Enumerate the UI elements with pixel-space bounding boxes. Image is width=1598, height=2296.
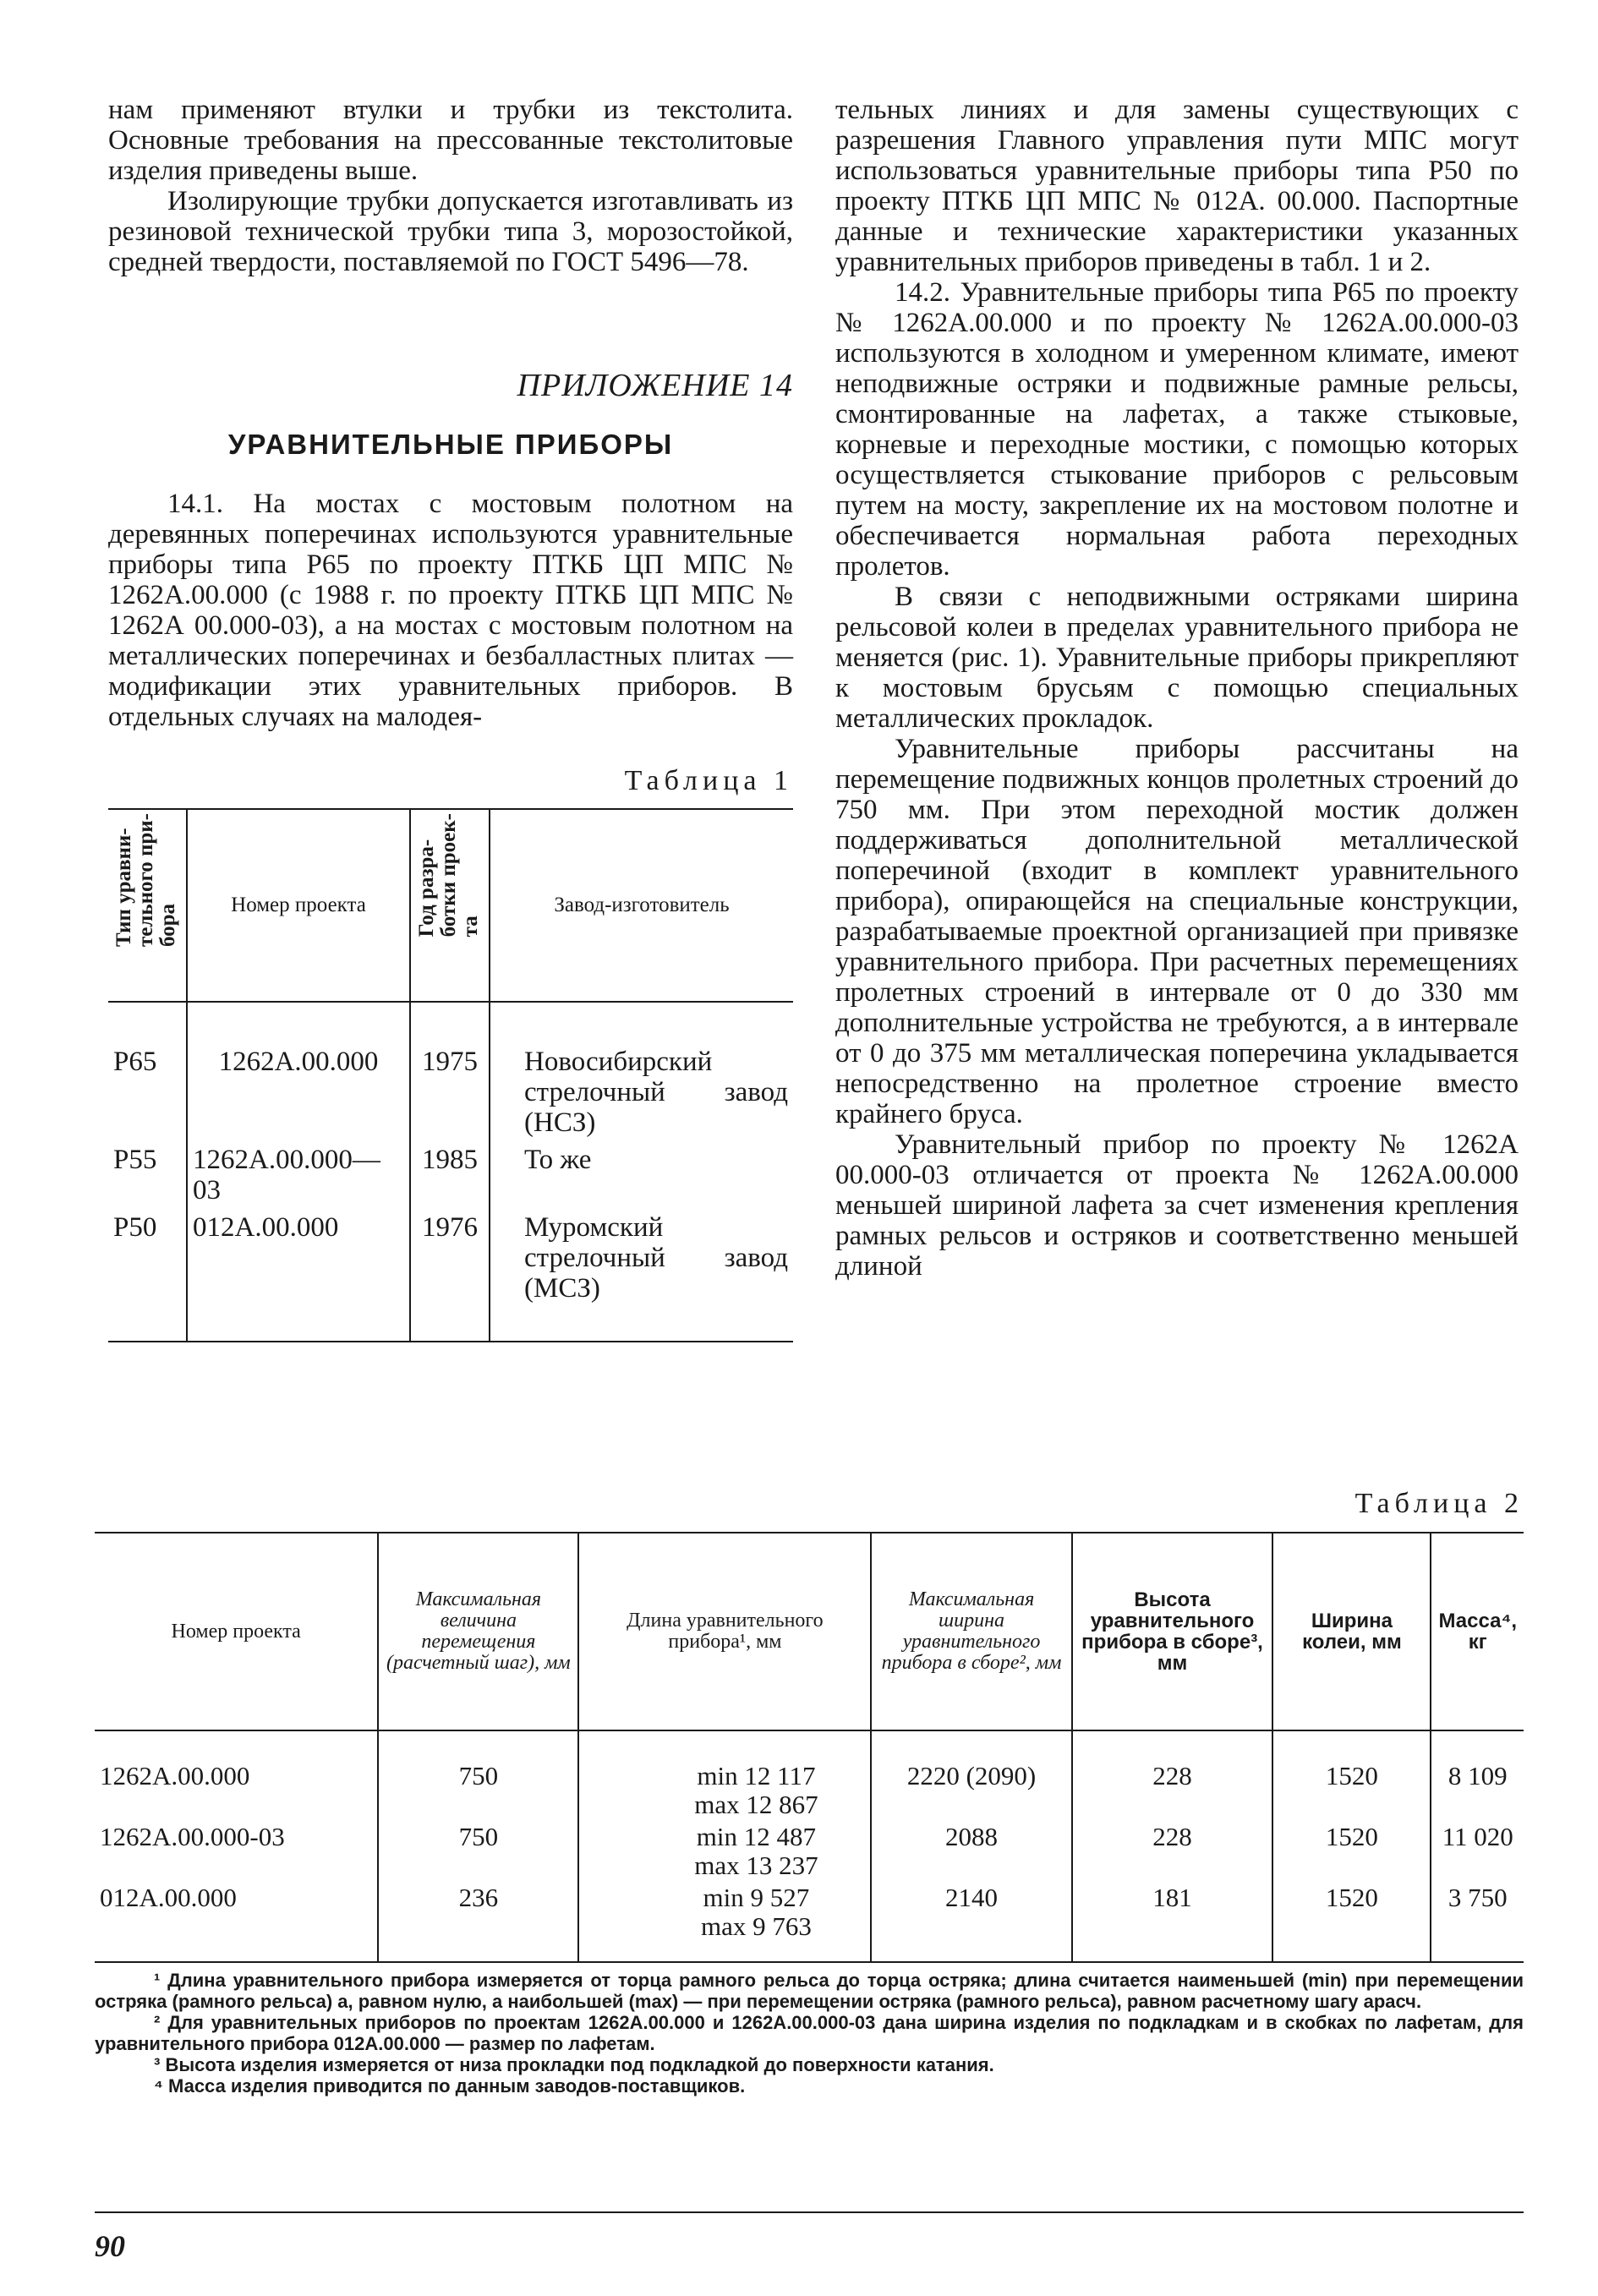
table-cell: 1520 bbox=[1272, 1821, 1431, 1882]
right-paragraph-1: тельных линиях и для замены существующих с разрешения Главного управления пути МПС могут использоваться уравнительные приборы типа Р50 по проекту ПТКБ ЦП МПС № 012А. 00.000. Паспортные данные и технические характеристики указанных уравнительных приборов приведены в табл. 1 и 2. bbox=[835, 95, 1519, 277]
table1-header-type: Тип уравни- тельного при- бора bbox=[108, 809, 187, 1002]
table-cell: 1262А.00.000 bbox=[187, 1002, 410, 1141]
table-row bbox=[95, 1882, 1524, 1962]
table1-header-project: Номер проекта bbox=[187, 809, 410, 1002]
table-row bbox=[95, 1730, 1524, 1821]
table-cell: min 9 527 max 9 763 bbox=[578, 1882, 871, 1962]
table-cell: 236 bbox=[378, 1882, 578, 1962]
table-cell: 2140 bbox=[871, 1882, 1071, 1962]
table1-header-factory: Завод-изготовитель bbox=[490, 809, 793, 1002]
table-cell: 1975 bbox=[410, 1002, 490, 1141]
footnote-1: ¹ Длина уравнительного прибора измеряется от торца рамного рельса до торца остряка; длина считается наименьшей (min) при перемещении остряка (рамного рельса) a, равном нулю, а наибольшей (max) — при перемещении остряка (рамного рельса), равном расчетному шагу aрасч. bbox=[95, 1970, 1524, 2012]
table-cell: 8 109 bbox=[1431, 1730, 1524, 1821]
table-cell: 1520 bbox=[1272, 1730, 1431, 1821]
table-row bbox=[95, 1821, 1524, 1882]
footnote-3: ³ Высота изделия измеряется от низа прокладки под подкладкой до поверхности катания. bbox=[154, 2054, 994, 2075]
table-cell: То же bbox=[490, 1141, 793, 1209]
table-cell: 2088 bbox=[871, 1821, 1071, 1882]
table-row bbox=[108, 1002, 793, 1141]
table-1 bbox=[108, 808, 793, 1342]
table-cell: 1976 bbox=[410, 1209, 490, 1342]
table2-caption: Таблица 2 bbox=[1354, 1488, 1524, 1519]
left-paragraph-2: Изолирующие трубки допускается изготавливать из резиновой технической трубки типа 3, морозостойкой, средней твердости, поставляемой по ГОСТ 5496—78. bbox=[108, 186, 793, 277]
table1-header-year: Год разра- ботки проек- та bbox=[410, 809, 490, 1002]
table-cell: min 12 487 max 13 237 bbox=[578, 1821, 871, 1882]
left-paragraph-1: нам применяют втулки и трубки из текстолита. Основные требования на прессованные текстолитовые изделия приведены выше. bbox=[108, 95, 793, 186]
appendix-title: УРАВНИТЕЛЬНЫЕ ПРИБОРЫ bbox=[227, 429, 674, 460]
right-column bbox=[835, 95, 1519, 1282]
table2-header-height: Высота уравнительного прибора в сборе³, мм bbox=[1072, 1533, 1273, 1730]
table-cell: 3 750 bbox=[1431, 1882, 1524, 1962]
right-paragraph-2: 14.2. Уравнительные приборы типа Р65 по проекту № 1262А.00.000 и по проекту № 1262А.00.000-03 используются в холодном и умеренном климате, имеют неподвижные остряки и подвижные рамные рельсы, смонтированные на лафетах, а также стыковые, корневые и переходные мостики, с помощью которых осуществляется стыкование приборов с рельсовым путем на мосту, закрепление их на мостовом полотне и обеспечивается нормальная работа переходных пролетов. bbox=[835, 277, 1519, 582]
page-number: 90 bbox=[95, 2229, 125, 2263]
table2-header-gauge: Ширина колеи, мм bbox=[1272, 1533, 1431, 1730]
table-cell: 1985 bbox=[410, 1141, 490, 1209]
table-cell: Р50 bbox=[108, 1209, 187, 1342]
right-paragraph-5: Уравнительный прибор по проекту № 1262А 00.000-03 отличается от проекта № 1262А.00.000 меньшей шириной лафета за счет изменения крепления рамных рельсов и остряков и соответственно меньшей длиной bbox=[835, 1129, 1519, 1282]
table-row bbox=[108, 1141, 793, 1209]
table-cell: 181 bbox=[1072, 1882, 1273, 1962]
table-cell: 1520 bbox=[1272, 1882, 1431, 1962]
table1-caption: Таблица 1 bbox=[624, 765, 793, 796]
table-cell: 1262А.00.000-03 bbox=[100, 1822, 285, 1851]
table2-section bbox=[95, 1488, 1524, 1963]
table2-header-length: Длина уравнительного прибора¹, мм bbox=[578, 1533, 871, 1730]
table-cell: min 12 117 max 12 867 bbox=[578, 1730, 871, 1821]
table-cell: 012А.00.000 bbox=[95, 1882, 378, 1962]
table-cell: 2220 (2090) bbox=[871, 1730, 1071, 1821]
table-cell: 1262А.00.000—03 bbox=[187, 1141, 410, 1209]
table-cell: Новосибирский стрелочный завод (НСЗ) bbox=[490, 1002, 793, 1141]
table-cell: Муромский стрелочный завод (МСЗ) bbox=[490, 1209, 793, 1342]
table-cell: 228 bbox=[1072, 1821, 1273, 1882]
right-paragraph-3: В связи с неподвижными остряками ширина рельсовой колеи в пределах уравнительного прибора не меняется (рис. 1). Уравнительные приборы прикрепляют к мостовым брусьям с помощью специальных металлических прокладок. bbox=[835, 582, 1519, 734]
table2-header-width: Максимальная ширина уравнительного прибора в сборе², мм bbox=[871, 1533, 1071, 1730]
table2-header-displacement: Максимальная величина перемещения (расчетный шаг), мм bbox=[378, 1533, 578, 1730]
table-row bbox=[108, 1209, 793, 1342]
appendix-label: ПРИЛОЖЕНИЕ 14 bbox=[517, 368, 793, 403]
table-cell: 1262А.00.000 bbox=[100, 1761, 250, 1790]
footer-divider bbox=[95, 2211, 1524, 2213]
right-paragraph-4: Уравнительные приборы рассчитаны на перемещение подвижных концов пролетных строений до 750 мм. При этом переходной мостик должен поддерживаться дополнительной металлической поперечиной (входит в комплект уравнительного прибора), опирающейся на специальные конструкции, разрабатываемые проектной организацией при привязке уравнительного прибора. При расчетных перемещениях пролетных строений в интервале от 0 до 330 мм дополнительные устройства не требуются, а в интервале от 0 до 375 мм металлическая поперечина укладывается непосредственно на пролетное строение вместо крайнего бруса. bbox=[835, 734, 1519, 1129]
left-paragraph-3: 14.1. На мостах с мостовым полотном на деревянных поперечинах используются уравнительные приборы типа Р65 по проекту ПТКБ ЦП МПС № 1262А.00.000 (с 1988 г. по проекту ПТКБ ЦП МПС № 1262А 00.000-03), а на мостах с мостовым полотном на металлических поперечинах и безбалластных плитах — модификации этих уравнительных приборов. В отдельных случаях на малодея- bbox=[108, 489, 793, 732]
table-2 bbox=[95, 1532, 1524, 1963]
footnote-2: ² Для уравнительных приборов по проектам 1262А.00.000 и 1262А.00.000-03 дана ширина изделия по подкладкам и в скобках по лафетам, для уравнительного прибора 012А.00.000 — размер по лафетам. bbox=[95, 2012, 1524, 2054]
footnotes bbox=[95, 1970, 1524, 2096]
table2-header-project: Номер проекта bbox=[95, 1533, 378, 1730]
table-cell: 228 bbox=[1072, 1730, 1273, 1821]
table-cell: Р65 bbox=[113, 1047, 157, 1077]
table-cell: Р55 bbox=[113, 1145, 157, 1175]
table-cell: 11 020 bbox=[1431, 1821, 1524, 1882]
table-cell: 750 bbox=[378, 1821, 578, 1882]
table-cell: 750 bbox=[378, 1730, 578, 1821]
left-column bbox=[108, 95, 793, 1342]
table2-header-mass: Масса⁴, кг bbox=[1431, 1533, 1524, 1730]
footnote-4: ⁴ Масса изделия приводится по данным заводов-поставщиков. bbox=[154, 2075, 746, 2096]
table-cell: 012А.00.000 bbox=[187, 1209, 410, 1342]
